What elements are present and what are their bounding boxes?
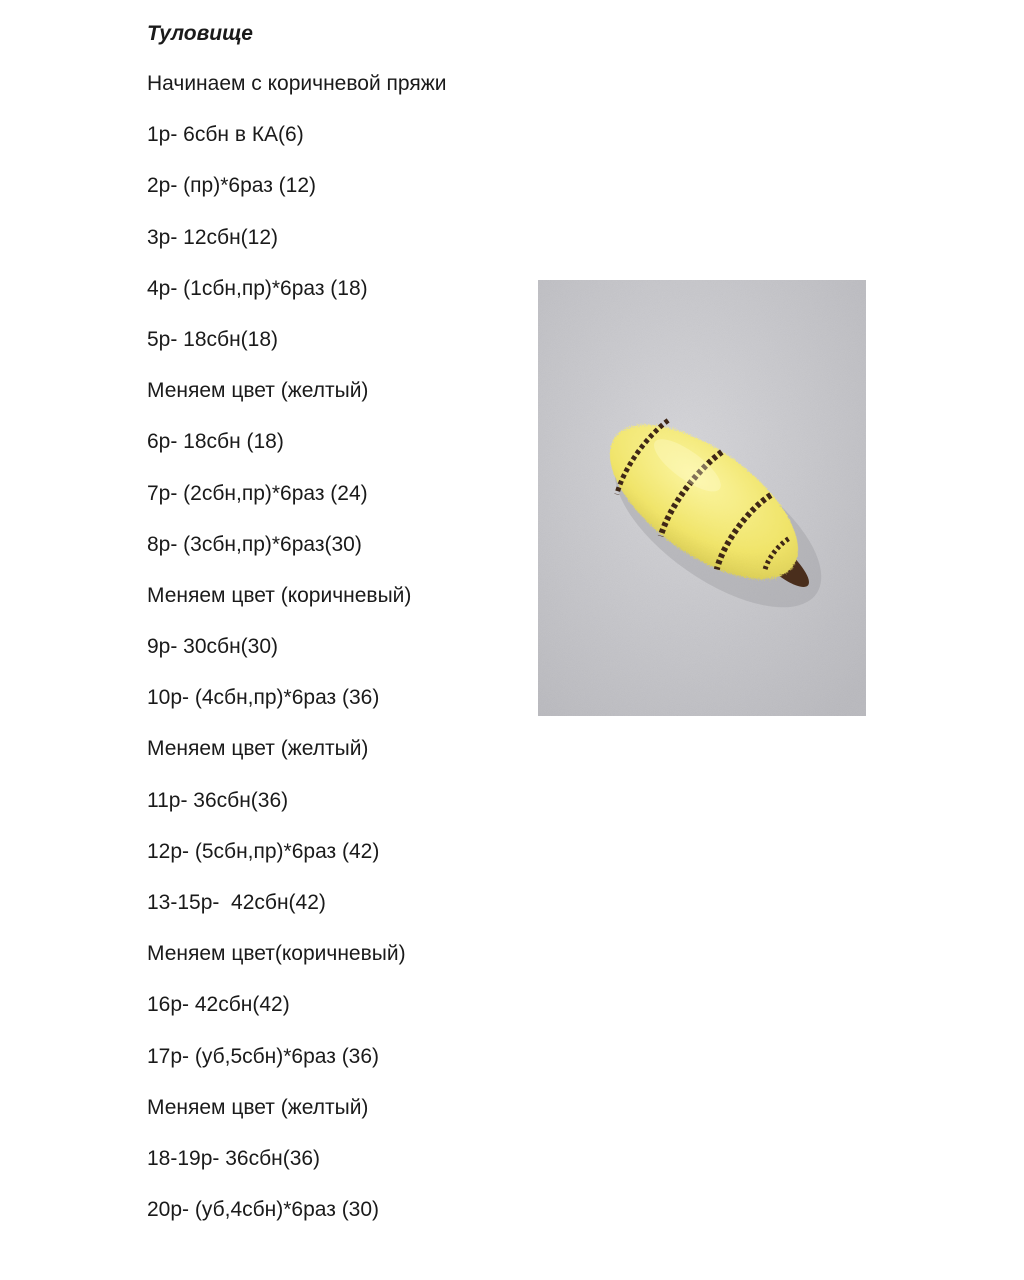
bee-body-photo [538,280,866,716]
instruction-line: 16р- 42сбн(42) [147,993,290,1017]
instruction-line: Меняем цвет (желтый) [147,379,369,403]
instruction-line: 12р- (5сбн,пр)*6раз (42) [147,839,380,863]
instruction-line: 6р- 18сбн (18) [147,430,284,454]
instruction-list [147,70,446,1247]
instruction-line: 7р- (2сбн,пр)*6раз (24) [147,481,368,505]
instruction-line: 5р- 18сбн(18) [147,327,279,351]
instruction-line: 20р- (уб,4сбн)*6раз (30) [147,1198,380,1222]
instruction-line: Меняем цвет(коричневый) [147,942,406,966]
bee-body-illustration [538,280,866,716]
instruction-line: 3р- 12сбн(12) [147,225,279,249]
instruction-line: 4р- (1сбн,пр)*6раз (18) [147,276,368,300]
instruction-line: 2р- (пр)*6раз (12) [147,174,317,198]
instruction-line: Меняем цвет (коричневый) [147,583,412,607]
instruction-line: 9р- 30сбн(30) [147,635,279,659]
instruction-line: 17р- (уб,5сбн)*6раз (36) [147,1044,380,1068]
section-title: Туловище [147,22,253,45]
instruction-line: 1р- 6сбн в КА(6) [147,123,304,147]
instruction-line: 8р- (3сбн,пр)*6раз(30) [147,532,362,556]
instruction-line: 11р- 36сбн(36) [147,788,289,812]
instruction-line: 18-19р- 36сбн(36) [147,1146,321,1170]
instruction-line: Начинаем с коричневой пряжи [147,72,447,95]
instruction-line: 10р- (4сбн,пр)*6раз (36) [147,686,380,710]
instruction-line: Меняем цвет (желтый) [147,1095,369,1119]
instruction-line: Меняем цвет (желтый) [147,737,369,761]
instruction-line: 13-15р- 42сбн(42) [147,891,326,914]
